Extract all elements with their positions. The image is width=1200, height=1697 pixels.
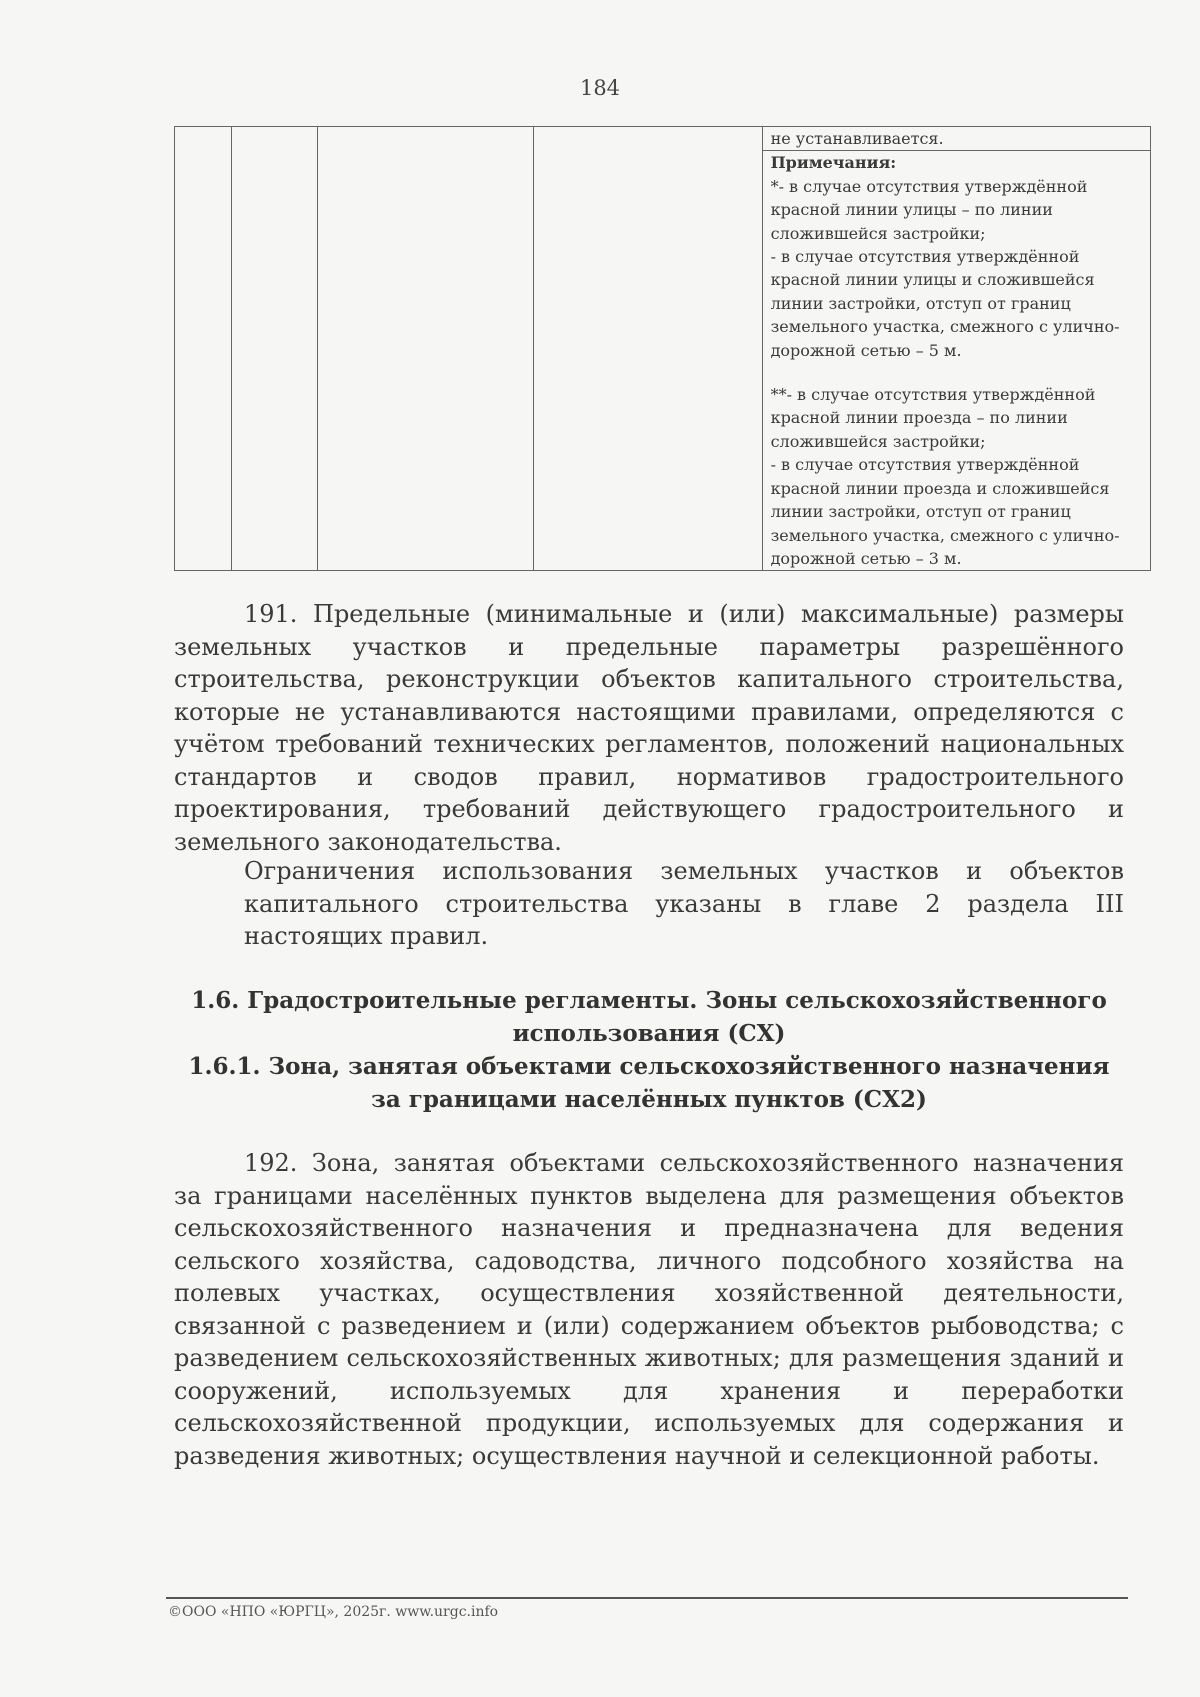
table-cell bbox=[232, 127, 318, 571]
table-cell bbox=[318, 127, 534, 571]
section-heading-1-6: 1.6. Градостроительные регламенты. Зоны сельскохозяйственного использования (СХ) bbox=[191, 987, 1107, 1047]
footer-copyright: ©ООО «НПО «ЮРГЦ», 2025г. www.urgc.info bbox=[168, 1604, 499, 1620]
notes-cell bbox=[762, 151, 1150, 571]
note-line: **- в случае отсутствия утверждённой bbox=[770, 385, 1096, 405]
note-line: линии застройки, отступ от границ bbox=[770, 502, 1071, 522]
table-cell bbox=[175, 127, 232, 571]
note-line: земельного участка, смежного с улично- bbox=[770, 317, 1120, 337]
note-line: красной линии улицы – по линии bbox=[770, 200, 1053, 220]
note-line: линии застройки, отступ от границ bbox=[770, 293, 1071, 313]
table-cell bbox=[534, 127, 762, 571]
paragraph-191: 191. Предельные (минимальные и (или) максимальные) размеры земельных участков и предельные параметры разрешённого строительства, реконструкции объектов капитального строительства, которые не устанавливаются настоящими правилами, определяются с учётом требований технических регламентов, положений национальных стандартов и сводов правил, нормативов градостроительного проектирования, требований действующего градостроительного и земельного законодательства. bbox=[174, 600, 1124, 856]
note-line: сложившейся застройки; bbox=[770, 223, 986, 243]
footer-divider bbox=[166, 1597, 1128, 1599]
note-line: красной линии проезда и сложившейся bbox=[770, 478, 1110, 498]
note-line: дорожной сетью – 3 м. bbox=[770, 548, 962, 568]
note-line: красной линии улицы и сложившейся bbox=[770, 270, 1095, 290]
note-line: - в случае отсутствия утверждённой bbox=[770, 455, 1080, 475]
paragraph-192: 192. Зона, занятая объектами сельскохозяйственного назначения за границами населённых пунктов выделена для размещения объектов сельскохозяйственного назначения и предназначена для ведения сельского хозяйства, садоводства, личного подсобного хозяйства на полевых участках, осуществления хозяйственной деятельности, связанной с разведением и (или) содержанием объектов рыбоводства; с разведением сельскохозяйственных животных; для размещения зданий и сооружений, используемых для хранения и переработки сельскохозяйственной продукции, используемых для содержания и разведения животных; осуществления научной и селекционной работы. bbox=[174, 1149, 1124, 1470]
note-line: сложившейся застройки; bbox=[770, 431, 986, 451]
notes-title: Примечания: bbox=[770, 153, 897, 173]
not-set-text: не устанавливается. bbox=[770, 129, 944, 148]
note-spacer bbox=[771, 362, 1144, 383]
paragraph-restrictions: Ограничения использования земельных участков и объектов капитального строительства указаны в главе 2 раздела III настоящих правил. bbox=[244, 857, 1124, 950]
page-number: 184 bbox=[579, 76, 621, 100]
regulations-table bbox=[174, 126, 1151, 571]
table-cell-not-set bbox=[762, 127, 1150, 151]
note-line: дорожной сетью – 5 м. bbox=[770, 340, 962, 360]
note-line: земельного участка, смежного с улично- bbox=[770, 525, 1120, 545]
note-line: - в случае отсутствия утверждённой bbox=[770, 247, 1080, 267]
note-line: красной линии проезда – по линии bbox=[770, 408, 1068, 428]
table-row bbox=[175, 127, 1151, 151]
section-heading-1-6-1: 1.6.1. Зона, занятая объектами сельскохозяйственного назначения за границами населённых пунктов (СХ2) bbox=[188, 1053, 1110, 1113]
note-line: *- в случае отсутствия утверждённой bbox=[770, 176, 1088, 196]
